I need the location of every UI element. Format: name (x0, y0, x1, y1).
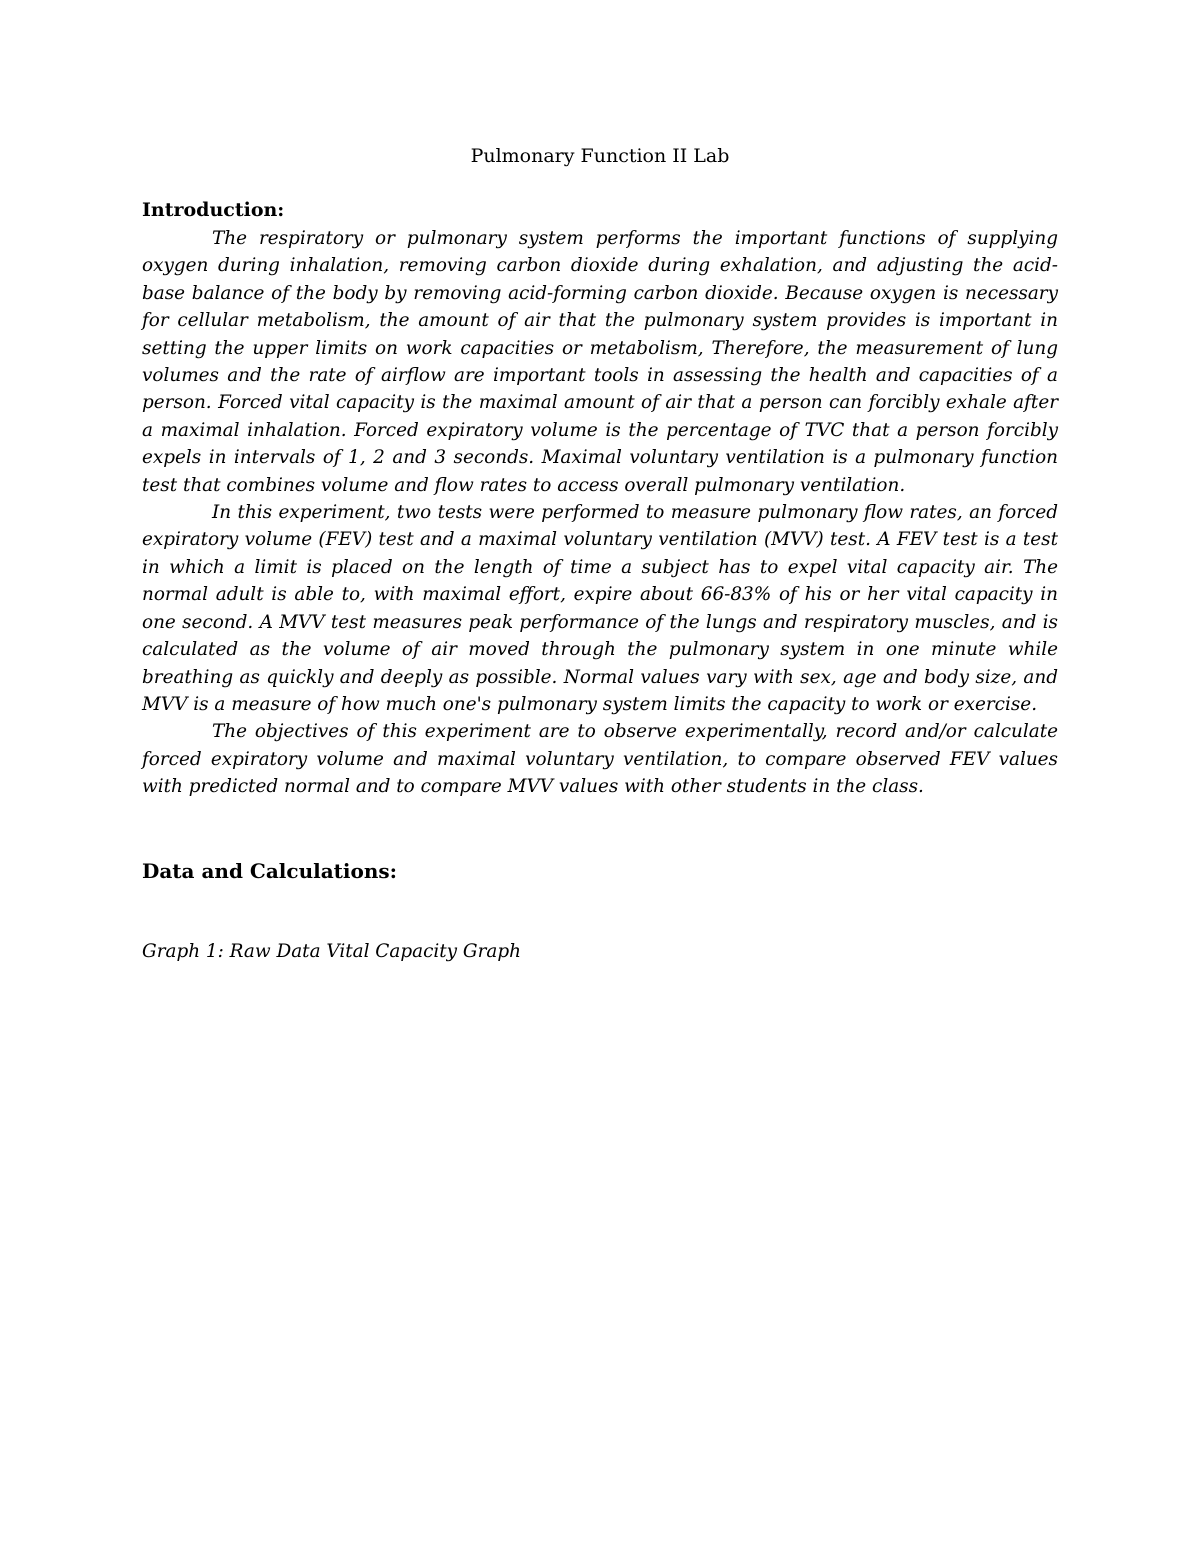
document-title: Pulmonary Function II Lab (470, 145, 730, 167)
introduction-heading: Introduction: (142, 199, 285, 221)
introduction-paragraph-3: The objectives of this experiment are to observe experimentally, record and/or calculate forced expiratory volume and maximal voluntary ventilation, to compare observed FEV values with predicted normal and to compare MVV values with other students in the class. (142, 721, 1058, 798)
introduction-body (142, 225, 1058, 801)
graph-caption: Graph 1: Raw Data Vital Capacity Graph (142, 941, 521, 962)
introduction-paragraph-1: The respiratory or pulmonary system performs the important functions of supplying oxygen during inhalation, removing carbon dioxide during exhalation, and adjusting the acid-base balance of the body by removing acid-forming carbon dioxide. Because oxygen is necessary for cellular metabolism, the amount of air that the pulmonary system provides is important in setting the upper limits on work capacities or metabolism, Therefore, the measurement of lung volumes and the rate of airflow are important tools in assessing the health and capacities of a person. Forced vital capacity is the maximal amount of air that a person can forcibly exhale after a maximal inhalation. Forced expiratory volume is the percentage of TVC that a person forcibly expels in intervals of 1, 2 and 3 seconds. Maximal voluntary ventilation is a pulmonary function test that combines volume and flow rates to access overall pulmonary ventilation. (142, 228, 1058, 496)
introduction-paragraph-2: In this experiment, two tests were performed to measure pulmonary flow rates, an forced expiratory volume (FEV) test and a maximal voluntary ventilation (MVV) test. A FEV test is a test in which a limit is placed on the length of time a subject has to expel vital capacity air. The normal adult is able to, with maximal effort, expire about 66-83% of his or her vital capacity in one second. A MVV test measures peak performance of the lungs and respiratory muscles, and is calculated as the volume of air moved through the pulmonary system in one minute while breathing as quickly and deeply as possible. Normal values vary with sex, age and body size, and MVV is a measure of how much one's pulmonary system limits the capacity to work or exercise. (142, 502, 1058, 715)
data-calculations-heading: Data and Calculations: (142, 859, 398, 883)
